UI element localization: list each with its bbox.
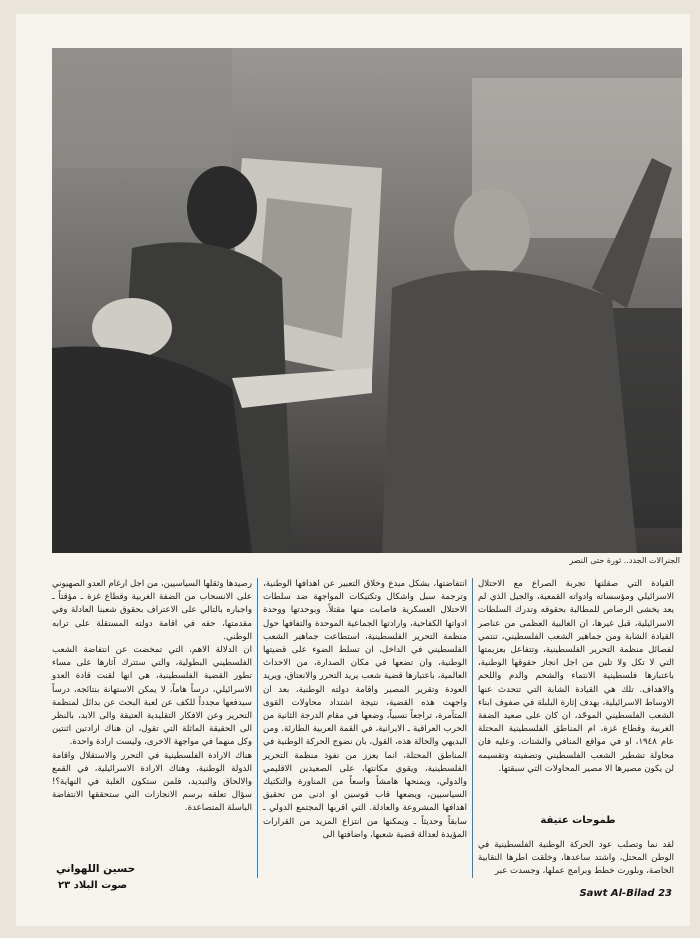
article-column-right-continued: [478, 830, 674, 887]
article-column-middle: [263, 578, 467, 842]
article-column-left: [52, 578, 252, 816]
paragraph: هناك الارادة الفلسطينية في التحرر والاستقلال واقامة الدولة الوطنية، وهناك الارادة الاسرائيلية، في القمع والالحاق والتبديد، فلمن ستكون الغلبة في النهاية؟! سؤال تعلقه برسم الانجازات التي ستحققها الانتفاضة الباسلة المتصاعدة.: [52, 750, 252, 814]
paragraph: القيادة التي صقلتها تجربة الصراع مع الاحتلال الاسرائيلي ومؤسساته وادواته القمعية، والجيل الذي لم يعد يخشى الرصاص للمطالبة بحقوقه وتدرك السلطات الاسرائيلية، قبل غيرها، ان الغالبية العظمى من عناصر القيادة الشابة ومن جماهير الشعب الفلسطيني، تنتمي لفصائل منظمة التحرير الفلسطينية، وتتفاعل بعزيمتها التي لا تكل ولا تلين من اجل انجاز حقوقها الوطنية، باعتبارها فلسطينية الانتماء والشحم والدم واللحم والاهداف. تلك هي القيادة الشابة التي تتحدث عنها الاوساط الاسرائيلية، بهدف إثارة البلبلة في صفوف ابناء الشعب الفلسطيني الموحّد، ان كان على صعيد الضفة الغربية وقطاع غزة، ام المناطق الفلسطينية المحتلة عام ١٩٤٨، او في مواقع المنافي والشتات. وعليه فان محاولة تشطير الشعب الفلسطيني وتصفيته وتقسيمه لن يكون مصيرها الا مصير المحاولات التي سبقتها.: [478, 579, 674, 774]
photo-caption: الجنرالات الجدد.. ثورة حتى النصر: [569, 556, 680, 565]
paragraph: رصيدها وثقلها السياسيين، من اجل ارغام العدو الصهيوني على الانسحاب من الضفة الغربية وقطاع غزة ـ مؤقتاً ـ واجباره بالتالي على الاعتراف بحقوق شعبنا العادلة وفي مقدمتها، حقه في اقامة دولته المستقلة على ترابه الوطني.: [52, 579, 252, 642]
column-divider: [472, 578, 473, 878]
section-subheading: طموحات عتيقة: [540, 815, 616, 826]
author-name: حسين اللهواني: [56, 863, 136, 875]
paragraph: لقد نما وتصلب عود الحركة الوطنية الفلسطينية في الوطن المحتل، واشتد ساعدها، وخلقت اطرها النقابية الخاصة، وبلورت خطط وبرامج عملها، وجسدت عبر: [478, 839, 674, 876]
paragraph: ان الدلالة الاهم، التي تمخضت عن انتفاضة الشعب الفلسطيني البطولية، والتي ستترك آثارها على مساء تطور القضية الفلسطينية، هي انها لقنت قادة العدو الاسرائيلي، درساً هاماً، لا يمكن الاستهانة بنتائجه، درساً سيدفعها مجدداً للكف عن لعبة البحث عن بدائل لمنظمة التحرير وعن الافكار التقليدية العتيقة والى الابد، بالنظر الى الحقيقة الماثلة التي تقول، ان هناك ارادتين اثنتين وكل منهما في مواجهة الاخرى، وليست ارادة واحدة.: [52, 645, 252, 748]
column-divider: [257, 578, 258, 878]
paragraph: انتفاضتها، بشكل مبدع وخلاق التعبير عن اهدافها الوطنية، وترجمة سبل واشكال وتكتيكات المواجهة ضد سلطات الاحتلال العسكرية فاصابت منها مقتلاً. وبوحدتها ووحدة ادواتها الكفاحية، وارادتها الجماعية الموحدة والتفافها حول منظمة التحرير الفلسطينية، استطاعت جماهير الشعب الفلسطيني في الداخل، ان تسلط الضوء على قضيتها الوطنية، وان تضعها في مكان الصدارة، من الاحداث العالمية، باعتبارها قضية شعب يريد التحرر والانعتاق، ويريد العودة وتقرير المصير واقامة دولته الوطنية، بعد ان واجهت هذه القضية، نتيجة اشتداد محاولات القوى المتآمرة، تراجعاً نسبياً، وضعها في مقام الدرجة الثانية من الحرب العراقية ـ الايرانية، في القمة العربية الطارئة. ومن البديهي والحالة هذه، القول، بان نضوج الحركة الوطنية في المناطق المحتلة، انما يعزز من نفوذ منظمة التحرير الفلسطينية، ويقوي مكانتها، على الصعيدين الاقليمي والدولي، ويمنحها هامشاً واسعاً من المناورة والتكتيك السياسيين، ويضعها قاب قوسين او ادنى من تحقيق اهدافها المشروعة والعادلة. التي اقربها المجتمع الدولي ـ سابقاً وحديثاً ـ ويمكنها من انتزاع المزيد من القرارات المؤيدة لعدالة قضية شعبها، واضافتها الى: [263, 579, 467, 840]
article-column-right: [478, 578, 674, 776]
footer-english-page: Sawt Al-Bilad 23: [579, 888, 672, 899]
footer-arabic-page: صوت البلاد ٢٣: [58, 880, 128, 891]
protest-photo: [52, 48, 682, 553]
